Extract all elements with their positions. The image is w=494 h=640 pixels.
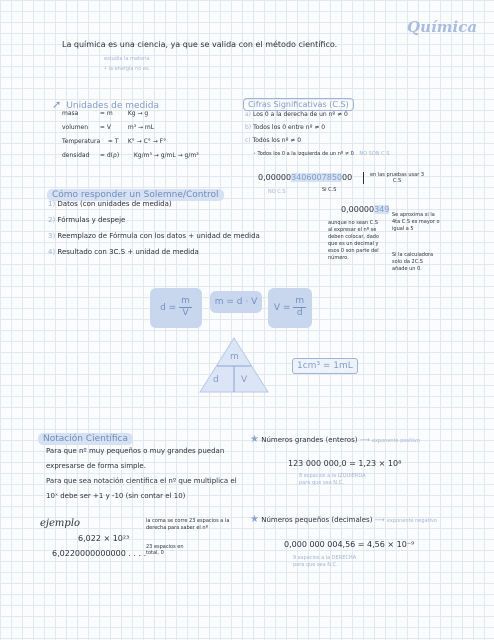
cs-example-2	[341, 205, 389, 214]
intro-note-1: estudia la materia	[104, 56, 150, 62]
step-number: 2)	[48, 216, 56, 224]
step-item	[48, 216, 125, 224]
no-cs-label: NO C.S	[268, 189, 286, 195]
pequenos-expr: 0,000 000 004,56 = 4,56 × 10⁻⁹	[284, 540, 415, 549]
pequenos-row: ★ Números pequeños (decimales) ⟶ exponente negativo	[250, 514, 437, 525]
star-icon: ★	[250, 514, 259, 525]
unidad-value: Kg → g	[127, 110, 149, 117]
cs-example-1	[258, 173, 352, 182]
fraction-numerator: m	[181, 296, 190, 306]
triangle-left: d	[213, 375, 219, 385]
rule-text: Todos los 0 a la izquierda de un nº ≠ 0	[257, 151, 354, 157]
rule-text: Todos los 0 entre nº ≠ 0	[253, 124, 326, 131]
cs-zeros: 0,00000	[258, 173, 292, 182]
step-number: 4)	[48, 248, 56, 256]
formula-lhs: d =	[160, 303, 177, 313]
volume-formula	[268, 288, 312, 328]
unidad-row	[62, 138, 242, 145]
unidad-symbol: = m	[99, 110, 113, 117]
cs-right-note-2: Si la calculadora solo da 2C.S añade un 0.	[392, 252, 434, 272]
triangle-top: m	[230, 352, 239, 362]
cs-trail: 00	[342, 173, 353, 182]
cs-digits: 3406007850	[291, 173, 342, 182]
step-item	[48, 248, 199, 256]
cifras-rule	[245, 124, 325, 131]
page-title: Química	[407, 18, 478, 36]
unidad-symbol: = d(ρ)	[99, 152, 120, 159]
unidades-heading: ➚ Unidades de medida	[52, 98, 159, 111]
unidad-value: K° → C° → F°	[127, 138, 167, 145]
formula-triangle	[198, 336, 270, 394]
step-text: Datos (con unidades de medida)	[57, 200, 172, 208]
pequenos-note: 9 espacios a la DERECHA para que sea N.C.	[293, 555, 357, 568]
cs-digits: 349	[374, 205, 390, 214]
intro-line: La química es una ciencia, ya que se valida con el método científico.	[62, 40, 338, 49]
step-number: 1)	[48, 200, 56, 208]
fraction-numerator: m	[295, 296, 305, 306]
rule-marker: a)	[245, 111, 252, 118]
ejemplo-1: 6,022 × 10²³	[78, 534, 130, 543]
cs-note: en las pruebas usar 3 C.S	[363, 172, 427, 184]
unidad-symbol: = T	[107, 138, 119, 145]
cs-right-note-1: Se aproxima si la 4ta C.S es mayor o igual a 5	[392, 212, 440, 232]
unidad-row	[62, 152, 242, 159]
unidades-heading-text: Unidades de medida	[66, 101, 159, 111]
step-item	[48, 200, 172, 208]
intro-note-2: • la energía no es.	[104, 66, 151, 72]
pequenos-tag: exponente negativo	[386, 518, 437, 524]
unidad-row	[62, 110, 242, 117]
unidad-label: Temperatura	[62, 138, 101, 145]
responder-heading-text: Cómo responder un Solemne/Control	[47, 189, 224, 201]
si-cs-label: Si C.S	[322, 187, 337, 193]
fraction-denominator: d	[296, 308, 303, 318]
cifras-rule	[245, 111, 348, 118]
grandes-row: ★ Números grandes (enteros) ⟶ exponente positivo	[250, 434, 420, 445]
step-number: 3)	[48, 232, 56, 240]
triangle-right: V	[241, 375, 248, 385]
star-icon: ★	[250, 434, 259, 445]
rule-marker: b)	[245, 124, 252, 131]
rule-marker: •	[253, 151, 256, 157]
step-text: Reemplazo de Fórmula con los datos + unidad de medida	[57, 232, 260, 240]
notacion-para-2: Para que sea notación científica el nº que multiplica el 10ˣ debe ser +1 y -10 (sin contar el 10)	[46, 477, 237, 500]
responder-heading	[47, 182, 224, 201]
ejemplo-label: ejemplo	[40, 518, 81, 529]
ejemplo-2: 6,0220000000000 . . . .	[52, 549, 147, 558]
formula-fraction	[179, 296, 192, 319]
ejemplo-2-note: 23 espacios en total, 0	[146, 544, 184, 556]
pequenos-label: Números pequeños (decimales)	[261, 516, 373, 524]
density-formula	[150, 288, 202, 328]
cs-left-note: aunque no sean C.S al expresar el nº se deben colocar, dado que es un decimal y esos 0 son parte del número.	[328, 220, 380, 261]
notacion-para-1: Para que nº muy pequeños o muy grandes puedan expresarse de forma simple.	[46, 447, 225, 470]
step-item	[48, 232, 260, 240]
fraction-denominator: V	[182, 308, 189, 318]
cifras-rule	[253, 151, 389, 157]
grandes-expr: 123 000 000,0 = 1,23 × 10⁸	[288, 459, 402, 468]
unidad-label: volumen	[62, 124, 89, 131]
grandes-tag: exponente positivo	[371, 438, 420, 444]
formula-fraction	[293, 296, 306, 319]
unidad-row	[62, 124, 242, 131]
unidad-label: densidad	[62, 152, 90, 159]
ejemplo-1-note: la coma se corre 23 espacios a la derecha para saber el nº	[146, 518, 230, 531]
unidad-label: masa	[62, 110, 79, 117]
notacion-heading-text: Notación Científica	[38, 433, 133, 445]
cifras-heading	[243, 92, 354, 111]
unidad-value: Kg/m³ → g/mL → g/m³	[133, 152, 199, 159]
unidad-value: m³ → mL	[127, 124, 155, 131]
rule-text: Los 0 a la derecha de un nº ≠ 0	[252, 111, 348, 118]
rule-note: NO SON C.S	[359, 151, 390, 157]
step-text: Fórmulas y despeje	[57, 216, 126, 224]
step-text: Resultado con 3C.S + unidad de medida	[57, 248, 199, 256]
unidad-symbol: = V	[99, 124, 111, 131]
grandes-label: Números grandes (enteros)	[261, 436, 358, 444]
rule-text: Todos los nº ≠ 0	[252, 137, 302, 144]
conversion-box: 1cm³ = 1mL	[292, 358, 358, 374]
cifras-heading-text: Cifras Significativas (C.S)	[243, 98, 354, 111]
formula-lhs: V =	[273, 303, 291, 313]
notacion-heading	[38, 426, 133, 445]
grandes-note: 8 espacios a la IZQUIERDA para que sea N.C.	[299, 473, 366, 486]
mass-formula: m = d · V	[210, 291, 262, 313]
cs-zeros: 0,00000	[341, 205, 375, 214]
rule-marker: c)	[245, 137, 251, 144]
cifras-rule	[245, 137, 301, 144]
